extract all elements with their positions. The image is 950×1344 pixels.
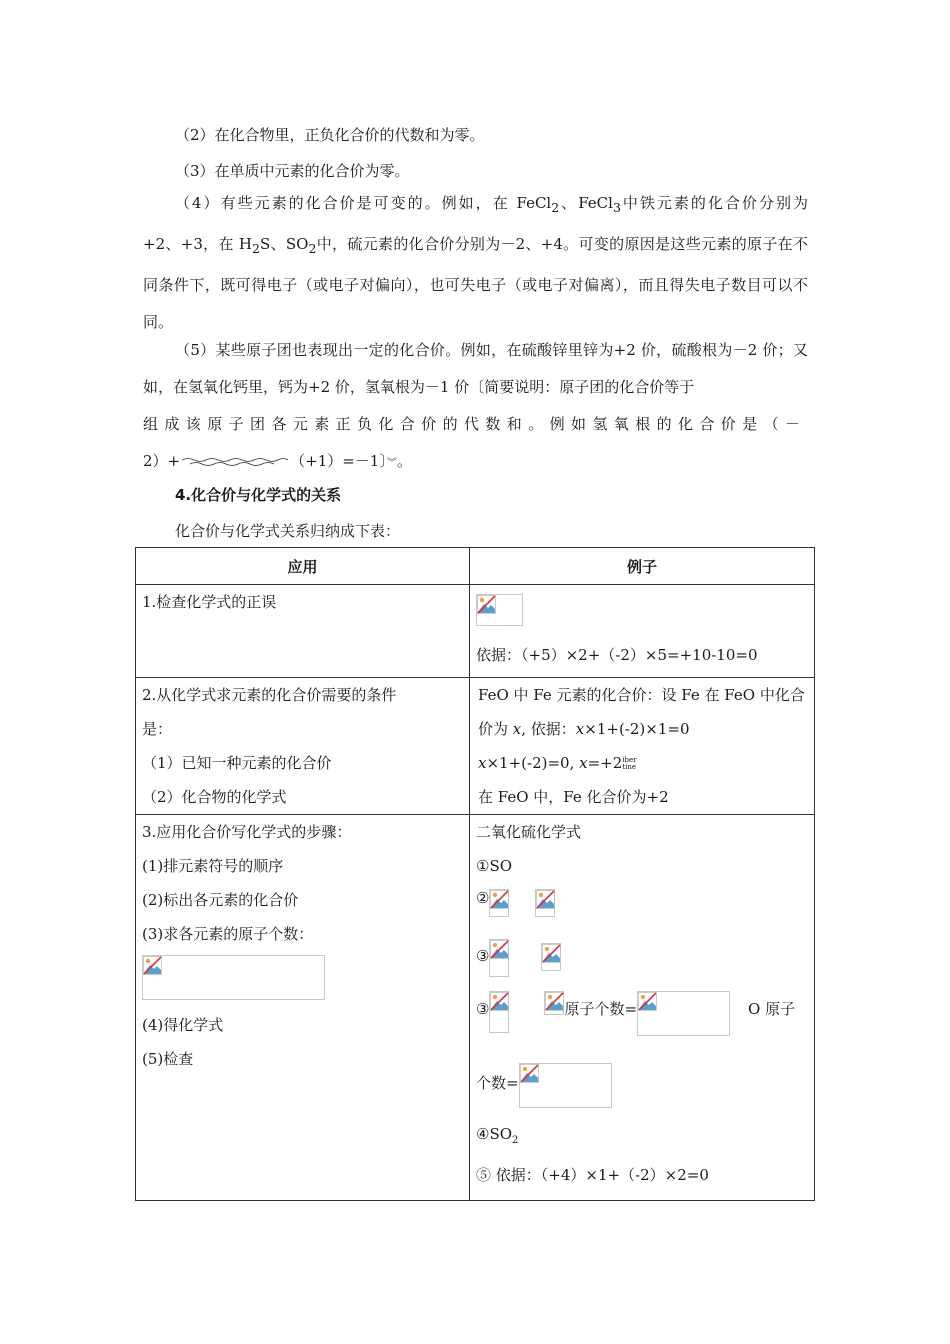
row3-left bbox=[136, 815, 470, 1201]
row2-right-line1: FeO 中 Fe 元素的化合价：设 Fe 在 FeO 中化合 bbox=[478, 686, 805, 704]
paragraph-rule-5-line3 bbox=[143, 406, 808, 443]
p4-sub-4: 2 bbox=[308, 241, 317, 256]
row3-right-step3 bbox=[476, 933, 808, 989]
p4-text-e: 中，硫元素的化合价分别为－2、+4。可变的原因是这些元素的原子在不同条件下，既可得电子（或电子对偏向），也可失电子（或电子对偏离），而且得失电子数目可以不同。 bbox=[143, 235, 808, 331]
row3-right-step4 bbox=[476, 1117, 808, 1158]
double-chevron-icon: ︾ bbox=[386, 458, 397, 469]
l3-var: x bbox=[478, 754, 487, 772]
l3-stack bbox=[622, 757, 636, 771]
p4-text-b: 、FeCl bbox=[559, 194, 613, 212]
p5-text-a: （5）某些原子团也表现出一定的化合价。例如，在硫酸锌里锌为+2 价，硫酸根为－2 价；又如，在氢氧化钙里，钙为+2 价，氢氧根为－1 价〔简要说明：原子团的化合价等于 bbox=[143, 341, 808, 396]
table-header-row bbox=[136, 548, 815, 585]
row3-right-atoms-o bbox=[476, 1063, 808, 1117]
step2-label: ② bbox=[476, 889, 490, 907]
paragraph-rule-2: （2）在化合物里，正负化合价的代数和为零。 bbox=[175, 126, 485, 144]
atom-count-label-o-2: 个数= bbox=[476, 1074, 519, 1092]
row2-left-line1: 2.从化学式求元素的化合价需要的条件 bbox=[142, 686, 397, 704]
l2-var: x bbox=[512, 720, 522, 738]
row2-left-line2: 是： bbox=[142, 720, 173, 738]
atom-count-label-s: 原子个数= bbox=[564, 1000, 638, 1018]
broken-image-icon bbox=[489, 939, 509, 977]
p5-text-c2: （+1）=－1〕 bbox=[290, 452, 387, 470]
row2-right-line4: 在 FeO 中，Fe 化合价为+2 bbox=[478, 788, 669, 806]
row1-right-text: 依据：（+5）×2+（-2）×5=+10-10=0 bbox=[476, 646, 758, 664]
step3b-label: ③ bbox=[476, 1000, 490, 1018]
broken-image-icon bbox=[489, 991, 509, 1033]
row2-right-line3 bbox=[478, 746, 808, 780]
step4-text: ④SO bbox=[476, 1125, 513, 1143]
row3-left-line3: (2)标出各元素的化合价 bbox=[142, 891, 299, 909]
section-intro: 化合价与化学式关系归纳成下表： bbox=[175, 522, 401, 540]
atom-count-label-o: O 原子 bbox=[748, 1000, 796, 1018]
l2-a: 价为 bbox=[478, 720, 513, 738]
p4-text-c: 中铁元素的化合价分别为+2、+3，在 H bbox=[143, 194, 808, 253]
row3-left-line1 bbox=[142, 815, 463, 849]
paragraph-rule-3: （3）在单质中元素的化合价为零。 bbox=[175, 162, 410, 180]
row3-right-step2 bbox=[476, 883, 808, 933]
l2-var2: x bbox=[575, 720, 585, 738]
p5-text-b: 组成该原子团各元素正负化合价的代数和。例如氢氧根的化合价是（－ bbox=[143, 415, 807, 433]
p4-sub-1: 2 bbox=[551, 200, 560, 215]
row2-right bbox=[470, 678, 815, 815]
broken-image-icon bbox=[476, 594, 523, 626]
row3-right-step5: ⑤ 依据：（+4）×1+（-2）×2=0 bbox=[476, 1166, 709, 1184]
paragraph-rule-5-line4 bbox=[143, 443, 808, 482]
broken-image-icon bbox=[519, 1063, 612, 1108]
l3-sup: iber bbox=[622, 756, 637, 764]
row1-left bbox=[136, 585, 470, 678]
row3-right-step3b bbox=[476, 989, 808, 1063]
broken-image-icon bbox=[142, 955, 325, 1000]
l3-a: ×1+(-2)=0, bbox=[486, 754, 580, 772]
relationship-table bbox=[135, 547, 815, 1201]
broken-image-icon bbox=[541, 943, 561, 971]
p4-sub-3: 2 bbox=[252, 241, 260, 256]
header-application: 应用 bbox=[136, 548, 470, 585]
broken-image-icon bbox=[535, 889, 555, 917]
p5-text-c3: 。 bbox=[396, 452, 412, 470]
row1-left-text: 1.检查化学式的正误 bbox=[142, 593, 277, 611]
row3-left-line4: (3)求各元素的原子个数： bbox=[142, 925, 314, 943]
p4-sub-2: 3 bbox=[612, 200, 621, 215]
row3-right-step1: ①SO bbox=[476, 857, 513, 875]
row3-right bbox=[470, 815, 815, 1201]
row2-left bbox=[136, 678, 470, 815]
row1-right bbox=[470, 585, 815, 678]
p5-text-c1: 2）+ bbox=[143, 452, 181, 470]
row3-left-line5: (4)得化学式 bbox=[142, 1016, 224, 1034]
step3-label: ③ bbox=[476, 947, 490, 965]
wavy-line-icon bbox=[180, 457, 290, 467]
broken-image-icon bbox=[637, 991, 730, 1036]
table-row bbox=[136, 678, 815, 815]
table-row bbox=[136, 815, 815, 1201]
step4-sub: 2 bbox=[512, 1135, 519, 1146]
broken-image-icon bbox=[489, 889, 509, 917]
row3-left-title: 3.应用化合价写化学式的步骤： bbox=[142, 823, 352, 841]
l2-c: ×1+(-2)×1=0 bbox=[584, 720, 690, 738]
p4-text-a: （4）有些元素的化合价是可变的。例如，在 FeCl bbox=[175, 194, 552, 212]
row3-left-line6: (5)检查 bbox=[142, 1050, 194, 1068]
table-row bbox=[136, 585, 815, 678]
row2-right-line2 bbox=[478, 712, 808, 746]
l3-sub: tine bbox=[622, 763, 636, 771]
l3-var2: x bbox=[579, 754, 588, 772]
row2-left-line3: （1）已知一种元素的化合价 bbox=[142, 754, 332, 772]
row2-left-line4: （2）化合物的化学式 bbox=[142, 788, 287, 806]
row3-left-line2: (1)排元素符号的顺序 bbox=[142, 857, 284, 875]
l2-b: , 依据： bbox=[521, 720, 576, 738]
broken-image-icon bbox=[544, 991, 564, 1015]
header-example: 例子 bbox=[470, 548, 815, 585]
paragraph-rule-4 bbox=[143, 185, 808, 341]
l3-b: =+2 bbox=[587, 754, 623, 772]
p4-text-d: S、SO bbox=[259, 235, 309, 253]
paragraph-rule-5 bbox=[143, 332, 808, 406]
section-heading: 4.化合价与化学式的关系 bbox=[175, 486, 342, 504]
row3-right-title: 二氧化硫化学式 bbox=[476, 823, 582, 841]
